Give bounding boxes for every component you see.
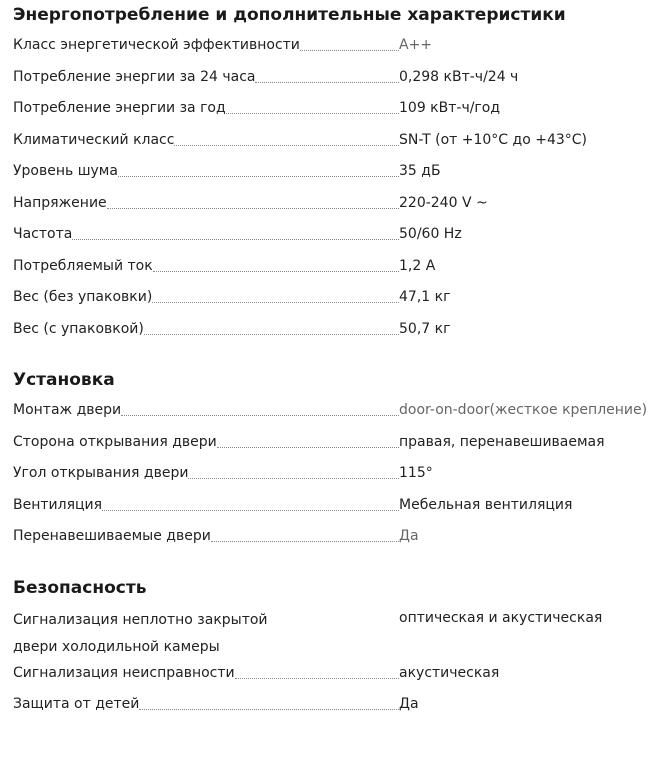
spec-row <box>13 603 653 658</box>
spec-key: Защита от детей <box>13 696 140 712</box>
spec-value: 47,1 кг <box>399 289 451 305</box>
spec-key: Вес (с упаковкой) <box>13 320 144 337</box>
spec-value: Да <box>399 528 419 544</box>
spec-key: Класс энергетической эффективности <box>13 37 300 53</box>
spec-row <box>13 62 653 94</box>
spec-row <box>13 314 653 346</box>
spec-row <box>13 188 653 220</box>
spec-key: Монтаж двери <box>13 402 122 418</box>
section-title-safety: Безопасность <box>13 577 147 598</box>
spec-row <box>13 125 653 157</box>
spec-value: SN-T (от +10°C до +43°C) <box>399 131 588 148</box>
spec-row <box>13 282 653 314</box>
spec-list-safety <box>13 603 653 721</box>
spec-row <box>13 458 653 490</box>
spec-row <box>13 156 653 188</box>
spec-key: Потребление энергии за год <box>13 100 226 116</box>
spec-value: door-on-door(жесткое крепление) <box>399 402 648 418</box>
spec-value: правая, перенавешиваемая <box>399 433 605 450</box>
spec-row <box>13 93 653 125</box>
spec-key: Потребляемый ток <box>13 257 153 274</box>
spec-key: Потребление энергии за 24 часа <box>13 68 256 85</box>
spec-key: Угол открывания двери <box>13 465 189 481</box>
spec-value: 50,7 кг <box>399 320 451 337</box>
spec-value: 220-240 V ~ <box>399 194 488 211</box>
spec-value: 1,2 A <box>399 257 436 274</box>
spec-key: Напряжение <box>13 194 107 211</box>
spec-value: 109 кВт-ч/год <box>399 100 501 116</box>
spec-key: Уровень шума <box>13 163 118 179</box>
spec-value: 35 дБ <box>399 163 441 179</box>
spec-value: A++ <box>399 37 433 53</box>
spec-row <box>13 689 653 721</box>
spec-row <box>13 658 653 690</box>
spec-row <box>13 521 653 553</box>
spec-key: Климатический класс <box>13 131 175 148</box>
spec-value: 0,298 кВт-ч/24 ч <box>399 68 519 85</box>
spec-row <box>13 219 653 251</box>
spec-value: оптическая и акустическая <box>399 609 603 626</box>
section-title-installation: Установка <box>13 370 115 390</box>
spec-value: Да <box>399 696 419 712</box>
spec-value: Мебельная вентиляция <box>399 496 573 513</box>
spec-row <box>13 427 653 459</box>
spec-row <box>13 490 653 522</box>
spec-row <box>13 30 653 62</box>
spec-key: Сигнализация неисправности <box>13 664 235 681</box>
spec-value: акустическая <box>399 664 500 681</box>
spec-value: 115° <box>399 465 433 481</box>
section-title-energy: Энергопотребление и дополнительные характеристики <box>13 5 566 25</box>
spec-list-energy <box>13 30 653 345</box>
spec-key: Частота <box>13 226 73 242</box>
spec-row <box>13 251 653 283</box>
spec-key: Вентиляция <box>13 496 103 513</box>
spec-list-installation <box>13 395 653 553</box>
spec-key: Вес (без упаковки) <box>13 289 153 305</box>
spec-key: Сторона открывания двери <box>13 433 217 450</box>
spec-value: 50/60 Hz <box>399 226 462 242</box>
spec-key: Сигнализация неплотно закрытой двери холодильной камеры <box>13 611 268 655</box>
spec-row <box>13 395 653 427</box>
spec-key: Перенавешиваемые двери <box>13 528 211 544</box>
